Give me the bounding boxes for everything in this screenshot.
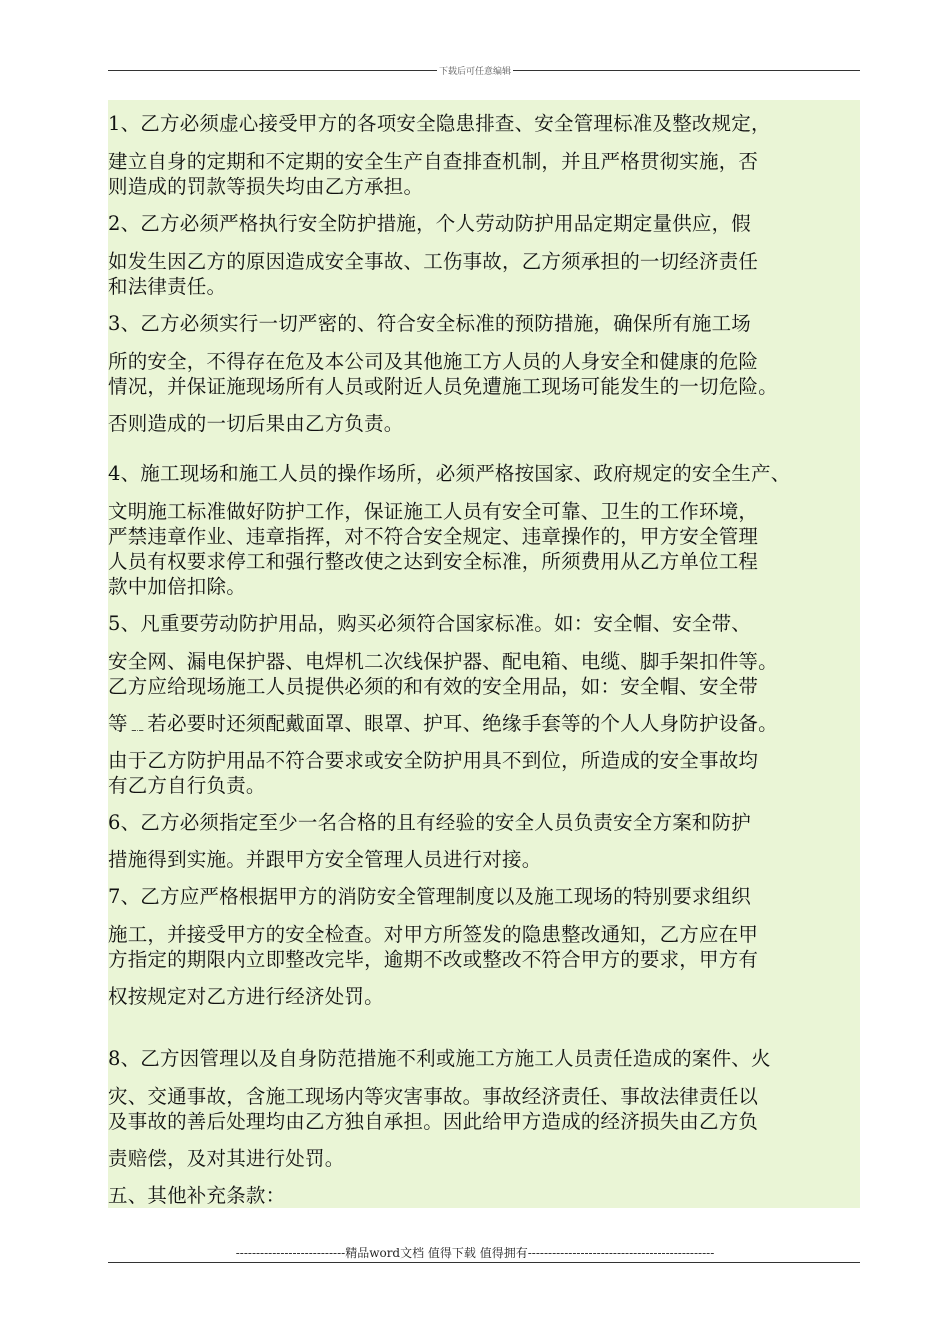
text-line: 建立自身的定期和不定期的安全生产自查排查机制，并且严格贯彻实施，否 xyxy=(108,150,759,173)
text-line: 则造成的罚款等损失均由乙方承担。 xyxy=(108,175,424,198)
section-heading: 五、其他补充条款： xyxy=(108,1184,286,1207)
text-line: 严禁违章作业、违章指挥，对不符合安全规定、违章操作的，甲方安全管理 xyxy=(108,525,759,548)
text-line: 如发生因乙方的原因造成安全事故、工伤事故，乙方须承担的一切经济责任 xyxy=(108,250,759,273)
text-line: 安全网、漏电保护器、电焊机二次线保护器、配电箱、电缆、脚手架扣件等。 xyxy=(108,650,778,673)
text-line: 人员有权要求停工和强行整改使之达到安全标准，所须费用从乙方单位工程 xyxy=(108,550,759,573)
footer-rule xyxy=(108,1262,860,1263)
text-line: 否则造成的一切后果由乙方负责。 xyxy=(108,412,404,435)
text-line: 方指定的期限内立即整改完毕，逾期不改或整改不符合甲方的要求，甲方有 xyxy=(108,948,759,971)
text-line: 文明施工标准做好防护工作，保证施工人员有安全可靠、卫生的工作环境， xyxy=(108,500,759,523)
text-line: 6、乙方必须指定至少一名合格的且有经验的安全人员负责安全方案和防护 xyxy=(108,811,752,834)
text-line: 款中加倍扣除。 xyxy=(108,575,246,598)
text-line: 权按规定对乙方进行经济处罚。 xyxy=(108,985,384,1008)
text-line: 4、施工现场和施工人员的操作场所，必须严格按国家、政府规定的安全生产、 xyxy=(108,462,791,485)
text-line: 施工，并接受甲方的安全检查。对甲方所签发的隐患整改通知，乙方应在甲 xyxy=(108,923,759,946)
header-caption-text: 下载后可任意编辑 xyxy=(438,67,511,77)
text-line: 1、乙方必须虚心接受甲方的各项安全隐患排查、安全管理标准及整改规定， xyxy=(108,112,771,135)
text-line: 责赔偿，及对其进行处罚。 xyxy=(108,1147,345,1170)
text-line: 所的安全，不得存在危及本公司及其他施工方人员的人身安全和健康的危险 xyxy=(108,350,759,373)
text-line: 等﹎若必要时还须配戴面罩、眼罩、护耳、绝缘手套等的个人人身防护设备。 xyxy=(108,712,778,735)
text-line: 灾、交通事故，含施工现场内等灾害事故。事故经济责任、事故法律责任以 xyxy=(108,1085,759,1108)
text-line: 3、乙方必须实行一切严密的、符合安全标准的预防措施，确保所有施工场 xyxy=(108,312,752,335)
text-line: 措施得到实施。并跟甲方安全管理人员进行对接。 xyxy=(108,848,542,871)
text-line: 及事故的善后处理均由乙方独自承担。因此给甲方造成的经济损失由乙方负 xyxy=(108,1110,759,1133)
text-line: 5、凡重要劳动防护用品，购买必须符合国家标准。如：安全帽、安全带、 xyxy=(108,612,752,635)
text-line: 和法律责任。 xyxy=(108,275,227,298)
document-body xyxy=(108,100,860,1208)
text-line: 7、乙方应严格根据甲方的消防安全管理制度以及施工现场的特别要求组织 xyxy=(108,885,752,908)
footer-caption: ---------------------------精品word文档 值得下载 值得拥有---------------------------------------------- xyxy=(235,1246,715,1260)
text-line: 乙方应给现场施工人员提供必须的和有效的安全用品，如：安全帽、安全带 xyxy=(108,675,759,698)
text-line: 8、乙方因管理以及自身防范措施不利或施工方施工人员责任造成的案件、火 xyxy=(108,1047,771,1070)
text-line: 2、乙方必须严格执行安全防护措施，个人劳动防护用品定期定量供应，假 xyxy=(108,212,752,235)
text-line: 有乙方自行负责。 xyxy=(108,774,266,797)
header-caption xyxy=(0,66,950,78)
text-line: 由于乙方防护用品不符合要求或安全防护用具不到位，所造成的安全事故均 xyxy=(108,749,759,772)
text-line: 情况，并保证施现场所有人员或附近人员免遭施工现场可能发生的一切危险。 xyxy=(108,375,778,398)
